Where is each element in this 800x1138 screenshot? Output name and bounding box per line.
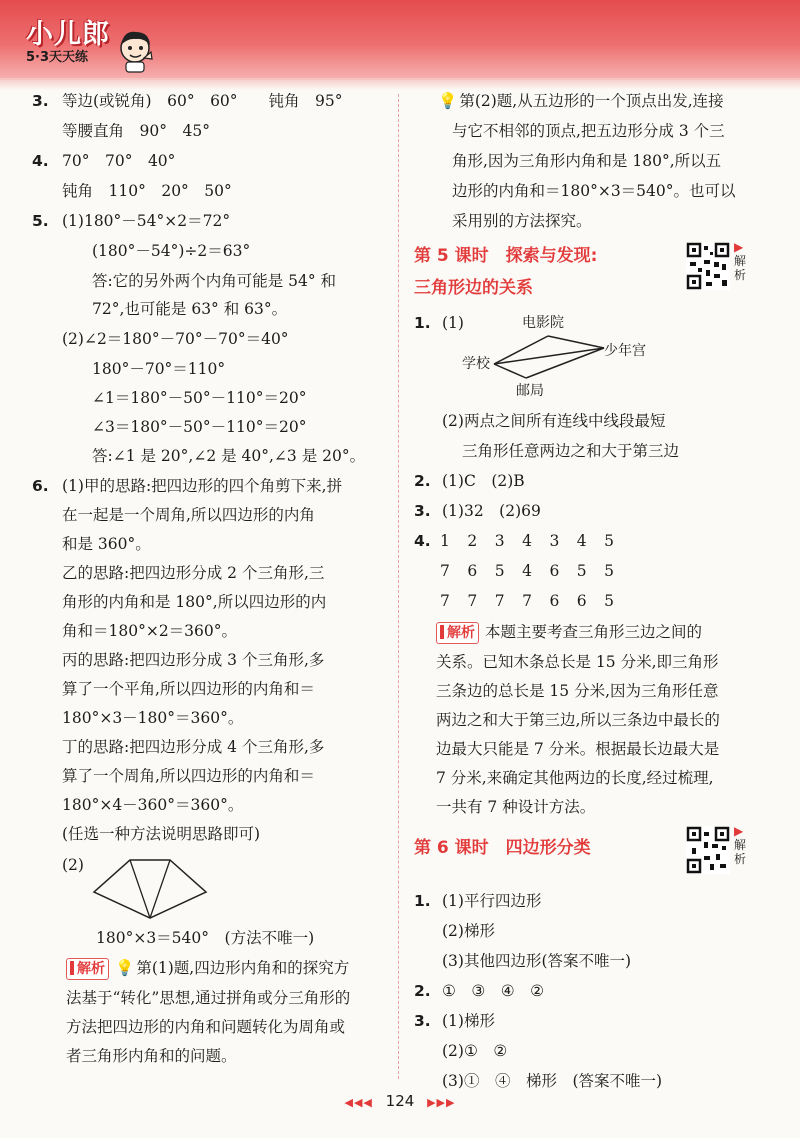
analysis-tag: 解析 xyxy=(436,622,479,644)
q4-line2: 钝角 110° 20° 50° xyxy=(62,182,232,200)
l6q3-line1: (1)梯形 xyxy=(442,1012,495,1030)
l6q3-line2: (2)① ② xyxy=(442,1042,508,1060)
q5-line2: (180°－54°)÷2＝63° xyxy=(92,242,251,260)
right-analysis-line1: 解析 本题主要考查三角形三边之间的 xyxy=(436,621,702,644)
q3-line1: 等边(或锐角) 60° 60° 钝角 95° xyxy=(62,92,343,110)
l6q3-line3: (3)① ④ 梯形 (答案不唯一) xyxy=(442,1072,663,1090)
q5-line4: 72°,也可能是 63° 和 63°。 xyxy=(92,300,288,318)
q6-line4: 乙的思路:把四边形分成 2 个三角形,三 xyxy=(62,564,325,582)
q6-line6: 角和＝180°×2＝360°。 xyxy=(62,622,238,640)
l6q2-text: ① ③ ④ ② xyxy=(442,982,545,1000)
page-number: 124 xyxy=(385,1092,415,1110)
q4-number: 4. xyxy=(32,152,49,170)
cont-line3: 角形,因为三角形内角和是 180°,所以五 xyxy=(452,152,722,170)
q6-line13: (任选一种方法说明思路即可) xyxy=(62,825,261,843)
q5-line8: ∠3＝180°－50°－110°＝20° xyxy=(92,418,307,436)
cont-line1: 💡 第(2)题,从五边形的一个顶点出发,连接 xyxy=(438,92,724,110)
l5q2-number: 2. xyxy=(414,472,431,490)
series-name: 5·3天天练 xyxy=(26,50,89,65)
qr-code-icon[interactable] xyxy=(686,826,730,874)
q6-line11: 算了一个周角,所以四边形的内角和＝ xyxy=(62,767,315,785)
l5q1-number: 1. xyxy=(414,314,431,332)
q6-line5: 角形的内角和是 180°,所以四边形的内 xyxy=(62,593,327,611)
q3-number: 3. xyxy=(32,92,49,110)
l5q4-row3: 7 7 7 7 6 6 5 xyxy=(440,592,616,610)
left-analysis-line3: 方法把四边形的内角和问题转化为周角或 xyxy=(66,1018,346,1036)
q5-number: 5. xyxy=(32,212,49,230)
right-analysis-line3: 三条边的总长是 15 分米,因为三角形任意 xyxy=(436,682,719,700)
l5q1-line3: 三角形任意两边之和大于第三边 xyxy=(462,442,680,460)
q6-line2: 在一起是一个周角,所以四边形的内角 xyxy=(62,506,315,524)
qr-code-icon[interactable] xyxy=(686,242,730,290)
lightbulb-icon: 💡 xyxy=(115,959,135,977)
lesson6-title: 第 6 课时 四边形分类 xyxy=(414,838,591,858)
lesson5-title-line2: 三角形边的关系 xyxy=(414,278,533,298)
q6-line8: 算了一个平角,所以四边形的内角和＝ xyxy=(62,680,315,698)
q4-line1: 70° 70° 40° xyxy=(62,152,176,170)
analysis-tag: 解析 xyxy=(66,958,109,980)
left-analysis-line2: 法基于“转化”思想,通过拼角或分三角形的 xyxy=(66,989,351,1007)
page-footer xyxy=(0,1092,800,1110)
cont-line5: 采用别的方法探究。 xyxy=(452,212,592,230)
q5-line5: (2)∠2＝180°－70°－70°＝40° xyxy=(62,330,289,348)
l6q1-number: 1. xyxy=(414,892,431,910)
q5-line6: 180°－70°＝110° xyxy=(92,360,226,378)
l5q3-number: 3. xyxy=(414,502,431,520)
cont-line4: 边形的内角和＝180°×3＝540°。也可以 xyxy=(452,182,736,200)
pentagon-diagram xyxy=(90,858,210,920)
label-post-office: 邮局 xyxy=(516,383,544,399)
right-analysis-line6: 7 分米,来确定其他两边的长度,经过梳理, xyxy=(436,769,714,787)
l6q1-line2: (2)梯形 xyxy=(442,922,495,940)
l6q3-number: 3. xyxy=(414,1012,431,1030)
play-icon: ▶ xyxy=(734,824,744,838)
qr-analysis-label: ▶ 解析 xyxy=(734,824,747,866)
brand-name: 小儿郎 xyxy=(26,19,110,50)
right-analysis-line2: 关系。已知木条总长是 15 分米,即三角形 xyxy=(436,653,719,671)
right-analysis-line5: 边最大只能是 7 分米。根据最长边最大是 xyxy=(436,740,720,758)
q3-line2: 等腰直角 90° 45° xyxy=(62,122,210,140)
l5q4-number: 4. xyxy=(414,532,431,550)
right-analysis-line7: 一共有 7 种设计方法。 xyxy=(436,798,596,816)
l6q2-number: 2. xyxy=(414,982,431,1000)
column-divider xyxy=(398,94,399,1079)
route-diagram xyxy=(492,326,608,386)
right-analysis-line4: 两边之和大于第三边,所以三条边中最长的 xyxy=(436,711,720,729)
q6-line3: 和是 360°。 xyxy=(62,535,151,553)
q6-line10: 丁的思路:把四边形分成 4 个三角形,多 xyxy=(62,738,325,756)
lightbulb-icon: 💡 xyxy=(438,92,458,110)
l5q3-text: (1)32 (2)69 xyxy=(442,502,541,520)
label-cinema: 电影院 xyxy=(522,315,564,331)
l5q4-row1: 1 2 3 4 3 4 5 xyxy=(440,532,616,550)
mascot-icon xyxy=(114,26,156,74)
q5-line3: 答:它的另外两个内角可能是 54° 和 xyxy=(92,272,337,290)
label-school: 学校 xyxy=(462,356,490,372)
q6-line7: 丙的思路:把四边形分成 3 个三角形,多 xyxy=(62,651,325,669)
right-arrows-icon: ▶▶▶ xyxy=(427,1096,456,1109)
l5q1-part1: (1) xyxy=(442,314,464,332)
play-icon: ▶ xyxy=(734,240,744,254)
qr-analysis-label: ▶ 解析 xyxy=(734,240,747,282)
left-arrows-icon: ◀◀◀ xyxy=(344,1096,373,1109)
q6-line14: (2) xyxy=(62,856,84,874)
left-analysis-line4: 者三角形内角和的问题。 xyxy=(66,1047,237,1065)
cont-line2: 与它不相邻的顶点,把五边形分成 3 个三 xyxy=(452,122,725,140)
left-analysis-line1: 解析 💡 第(1)题,四边形内角和的探究方 xyxy=(66,957,349,980)
label-youth-palace: 少年宫 xyxy=(604,343,646,359)
l5q1-line2: (2)两点之间所有连线中线段最短 xyxy=(442,412,666,430)
q6-line1: (1)甲的思路:把四边形的四个角剪下来,拼 xyxy=(62,477,343,495)
q5-line7: ∠1＝180°－50°－110°＝20° xyxy=(92,389,307,407)
l5q2-text: (1)C (2)B xyxy=(442,472,525,490)
lesson5-title-line1: 第 5 课时 探索与发现: xyxy=(414,246,598,266)
l6q1-line3: (3)其他四边形(答案不唯一) xyxy=(442,952,632,970)
q6-line9: 180°×3－180°＝360°。 xyxy=(62,709,244,727)
q6-line12: 180°×4－360°＝360°。 xyxy=(62,796,244,814)
brand-logo xyxy=(26,20,110,66)
q5-line9: 答:∠1 是 20°,∠2 是 40°,∠3 是 20°。 xyxy=(92,447,366,465)
q6-line15: 180°×3＝540° (方法不唯一) xyxy=(96,929,315,947)
q5-line1: (1)180°－54°×2＝72° xyxy=(62,212,231,230)
l5q4-row2: 7 6 5 4 6 5 5 xyxy=(440,562,616,580)
q6-number: 6. xyxy=(32,477,49,495)
l6q1-line1: (1)平行四边形 xyxy=(442,892,542,910)
